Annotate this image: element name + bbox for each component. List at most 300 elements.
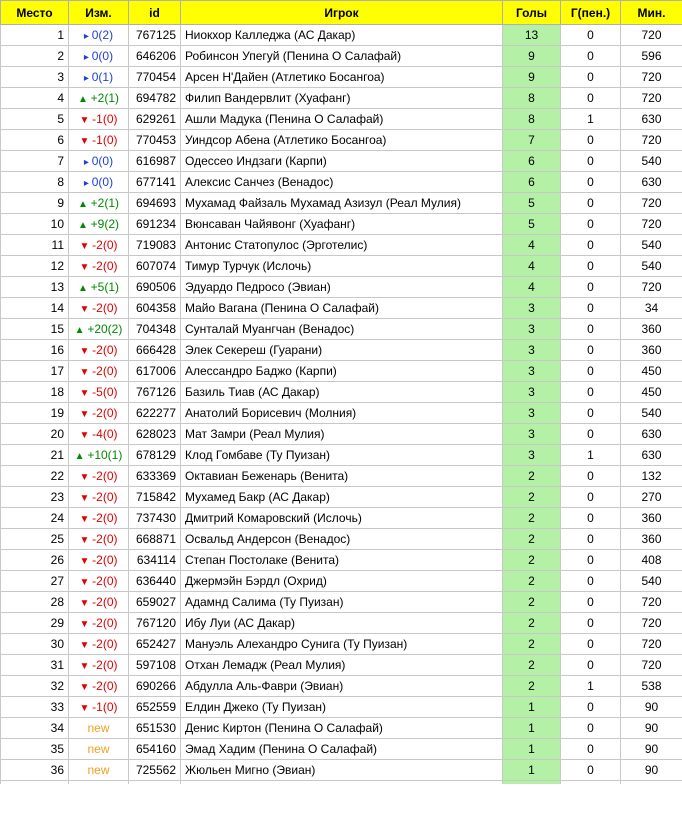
empty-cell (69, 781, 129, 784)
rank-cell: 27 (1, 571, 69, 592)
change-value: 0(2) (91, 28, 114, 42)
minutes-cell: 360 (621, 529, 682, 550)
id-cell: 677141 (129, 172, 181, 193)
change-value: -2(0) (92, 553, 118, 567)
goals-cell: 2 (503, 487, 561, 508)
goals-cell: 2 (503, 529, 561, 550)
goals-cell: 5 (503, 193, 561, 214)
player-cell: Степан Постолаке (Венита) (181, 550, 503, 571)
id-cell: 694782 (129, 88, 181, 109)
change-cell (69, 340, 129, 361)
goals-cell: 3 (503, 340, 561, 361)
change-indicator (84, 70, 113, 84)
table-row[interactable] (1, 361, 682, 382)
arrow-down-icon: ▼ (79, 556, 93, 567)
table-row[interactable] (1, 571, 682, 592)
player-cell: Мат Замри (Реал Мулия) (181, 424, 503, 445)
minutes-cell: 90 (621, 718, 682, 739)
player-cell: Освальд Андерсон (Венадос) (181, 529, 503, 550)
change-indicator (84, 175, 113, 189)
penalty-goals-cell: 0 (561, 151, 621, 172)
id-cell: 652559 (129, 697, 181, 718)
penalty-goals-cell: 0 (561, 487, 621, 508)
minutes-cell: 538 (621, 676, 682, 697)
change-cell (69, 571, 129, 592)
player-cell: Эдуардо Педросо (Эвиан) (181, 277, 503, 298)
id-cell: 715842 (129, 487, 181, 508)
id-cell: 597108 (129, 655, 181, 676)
id-cell: 737430 (129, 508, 181, 529)
table-row[interactable] (1, 109, 682, 130)
arrow-right-icon: ▸ (83, 157, 92, 168)
penalty-goals-cell: 0 (561, 172, 621, 193)
table-row[interactable] (1, 25, 682, 46)
id-cell: 678129 (129, 445, 181, 466)
change-cell (69, 676, 129, 697)
player-cell: Ибу Луи (АС Дакар) (181, 613, 503, 634)
change-value: 0(1) (91, 70, 114, 84)
table-row[interactable] (1, 676, 682, 697)
table-row[interactable] (1, 697, 682, 718)
change-indicator (84, 154, 113, 168)
table-row[interactable] (1, 445, 682, 466)
arrow-down-icon: ▼ (79, 262, 93, 273)
goals-cell: 2 (503, 676, 561, 697)
penalty-goals-cell: 0 (561, 298, 621, 319)
table-row[interactable] (1, 193, 682, 214)
change-value: -1(0) (92, 112, 118, 126)
empty-cell (621, 781, 682, 784)
rank-cell: 13 (1, 277, 69, 298)
rank-cell: 25 (1, 529, 69, 550)
rank-cell: 6 (1, 130, 69, 151)
change-cell (69, 67, 129, 88)
player-cell: Ниокхор Калледжа (АС Дакар) (181, 25, 503, 46)
goals-cell: 2 (503, 592, 561, 613)
goals-cell: 3 (503, 298, 561, 319)
change-value: new (87, 763, 110, 777)
goals-cell: 2 (503, 508, 561, 529)
minutes-cell: 450 (621, 361, 682, 382)
change-value: -2(0) (92, 511, 118, 525)
minutes-cell: 630 (621, 445, 682, 466)
change-cell (69, 382, 129, 403)
minutes-cell: 540 (621, 235, 682, 256)
table-row[interactable] (1, 592, 682, 613)
table-row-cut (1, 781, 682, 784)
penalty-goals-cell: 0 (561, 277, 621, 298)
player-cell: Анатолий Борисевич (Молния) (181, 403, 503, 424)
minutes-cell: 630 (621, 172, 682, 193)
rank-cell: 34 (1, 718, 69, 739)
table-row[interactable] (1, 487, 682, 508)
goals-cell: 1 (503, 760, 561, 781)
change-value: +2(1) (90, 91, 120, 105)
minutes-cell: 720 (621, 655, 682, 676)
id-cell: 767125 (129, 25, 181, 46)
change-indicator (75, 322, 123, 336)
change-indicator (79, 658, 117, 672)
rank-cell: 1 (1, 25, 69, 46)
change-indicator (79, 553, 117, 567)
change-value: 0(0) (91, 175, 114, 189)
table-row[interactable] (1, 760, 682, 781)
minutes-cell: 132 (621, 466, 682, 487)
penalty-goals-cell: 1 (561, 445, 621, 466)
player-cell: Базиль Тиав (АС Дакар) (181, 382, 503, 403)
change-value: -1(0) (92, 133, 118, 147)
id-cell: 690506 (129, 277, 181, 298)
penalty-goals-cell: 0 (561, 319, 621, 340)
change-cell (69, 277, 129, 298)
arrow-down-icon: ▼ (79, 703, 93, 714)
table-row[interactable] (1, 46, 682, 67)
rank-cell: 24 (1, 508, 69, 529)
penalty-goals-cell: 1 (561, 676, 621, 697)
change-indicator (79, 112, 117, 126)
id-cell: 652427 (129, 634, 181, 655)
change-cell (69, 172, 129, 193)
penalty-goals-cell: 0 (561, 508, 621, 529)
arrow-down-icon: ▼ (79, 430, 93, 441)
minutes-cell: 90 (621, 697, 682, 718)
minutes-cell: 360 (621, 319, 682, 340)
change-indicator (79, 364, 117, 378)
arrow-down-icon: ▼ (79, 136, 93, 147)
id-cell: 719083 (129, 235, 181, 256)
goals-cell: 3 (503, 382, 561, 403)
id-cell: 770453 (129, 130, 181, 151)
minutes-cell: 630 (621, 424, 682, 445)
rank-cell: 10 (1, 214, 69, 235)
table-row[interactable] (1, 634, 682, 655)
player-cell: Мухамед Бакр (АС Дакар) (181, 487, 503, 508)
goals-cell: 1 (503, 718, 561, 739)
change-cell (69, 256, 129, 277)
table-body (1, 25, 682, 784)
minutes-cell: 596 (621, 46, 682, 67)
table-row[interactable] (1, 67, 682, 88)
rank-cell: 7 (1, 151, 69, 172)
goals-cell: 2 (503, 655, 561, 676)
player-cell: Уиндсор Абена (Атлетико Босангоа) (181, 130, 503, 151)
arrow-right-icon: ▸ (83, 31, 92, 42)
col-header-goals[interactable]: Голы (503, 1, 561, 25)
arrow-up-icon: ▲ (74, 325, 88, 336)
change-cell (69, 718, 129, 739)
penalty-goals-cell: 0 (561, 466, 621, 487)
player-cell: Адамнд Салима (Ту Пуизан) (181, 592, 503, 613)
id-cell: 654160 (129, 739, 181, 760)
change-cell (69, 550, 129, 571)
penalty-goals-cell: 0 (561, 718, 621, 739)
minutes-cell: 360 (621, 340, 682, 361)
rank-cell: 23 (1, 487, 69, 508)
id-cell: 633369 (129, 466, 181, 487)
player-cell: Филип Вандервлит (Хуафанг) (181, 88, 503, 109)
change-value: -4(0) (92, 427, 118, 441)
change-cell (69, 130, 129, 151)
table-row[interactable] (1, 88, 682, 109)
minutes-cell: 34 (621, 298, 682, 319)
player-cell: Ашли Мадука (Пенина О Салафай) (181, 109, 503, 130)
change-indicator (87, 763, 109, 777)
change-value: +20(2) (87, 322, 123, 336)
id-cell: 668871 (129, 529, 181, 550)
rank-cell: 2 (1, 46, 69, 67)
penalty-goals-cell: 0 (561, 592, 621, 613)
table-row[interactable] (1, 277, 682, 298)
penalty-goals-cell: 0 (561, 130, 621, 151)
arrow-down-icon: ▼ (79, 619, 93, 630)
id-cell: 691234 (129, 214, 181, 235)
arrow-up-icon: ▲ (77, 199, 91, 210)
minutes-cell: 720 (621, 25, 682, 46)
table-row[interactable] (1, 340, 682, 361)
minutes-cell: 540 (621, 403, 682, 424)
arrow-right-icon: ▸ (83, 178, 92, 189)
arrow-down-icon: ▼ (79, 346, 93, 357)
rank-cell: 17 (1, 361, 69, 382)
col-header-minutes[interactable]: Мин. (621, 1, 682, 25)
minutes-cell: 720 (621, 67, 682, 88)
goals-cell: 5 (503, 214, 561, 235)
change-indicator (87, 742, 109, 756)
col-header-rank[interactable]: Место (1, 1, 69, 25)
goals-cell: 6 (503, 151, 561, 172)
rank-cell: 36 (1, 760, 69, 781)
arrow-down-icon: ▼ (79, 640, 93, 651)
table-row[interactable] (1, 403, 682, 424)
player-cell: Одессео Индзаги (Карпи) (181, 151, 503, 172)
id-cell: 659027 (129, 592, 181, 613)
table-row[interactable] (1, 256, 682, 277)
minutes-cell: 720 (621, 613, 682, 634)
penalty-goals-cell: 0 (561, 25, 621, 46)
goals-cell: 9 (503, 67, 561, 88)
goals-cell: 3 (503, 445, 561, 466)
table-row[interactable] (1, 151, 682, 172)
penalty-goals-cell: 0 (561, 46, 621, 67)
change-value: -2(0) (92, 532, 118, 546)
change-indicator (79, 238, 117, 252)
penalty-goals-cell: 0 (561, 655, 621, 676)
arrow-down-icon: ▼ (79, 304, 93, 315)
arrow-down-icon: ▼ (79, 409, 93, 420)
table-row[interactable] (1, 655, 682, 676)
penalty-goals-cell: 0 (561, 571, 621, 592)
change-value: -2(0) (92, 595, 118, 609)
goals-cell: 8 (503, 88, 561, 109)
penalty-goals-cell: 0 (561, 424, 621, 445)
id-cell: 666428 (129, 340, 181, 361)
goals-cell: 3 (503, 403, 561, 424)
table-row[interactable] (1, 319, 682, 340)
change-value: -2(0) (92, 490, 118, 504)
rank-cell: 8 (1, 172, 69, 193)
table-row[interactable] (1, 613, 682, 634)
table-row[interactable] (1, 466, 682, 487)
change-value: -2(0) (92, 658, 118, 672)
table-row[interactable] (1, 298, 682, 319)
table-row[interactable] (1, 382, 682, 403)
change-cell (69, 445, 129, 466)
change-cell (69, 592, 129, 613)
goals-cell: 4 (503, 256, 561, 277)
arrow-down-icon: ▼ (79, 115, 93, 126)
change-value: -2(0) (92, 301, 118, 315)
id-cell: 616987 (129, 151, 181, 172)
change-value: 0(0) (91, 154, 114, 168)
goals-cell: 8 (503, 109, 561, 130)
table-row[interactable] (1, 172, 682, 193)
player-cell: Алексис Санчез (Венадос) (181, 172, 503, 193)
penalty-goals-cell: 0 (561, 382, 621, 403)
rank-cell: 35 (1, 739, 69, 760)
change-value: -5(0) (92, 385, 118, 399)
minutes-cell: 450 (621, 382, 682, 403)
arrow-down-icon: ▼ (79, 514, 93, 525)
header-row (1, 1, 682, 25)
change-value: 0(0) (91, 49, 114, 63)
table-row[interactable] (1, 550, 682, 571)
col-header-penalties[interactable]: Г(пен.) (561, 1, 621, 25)
goals-cell: 1 (503, 697, 561, 718)
change-value: -2(0) (92, 364, 118, 378)
player-cell: Денис Киртон (Пенина О Салафай) (181, 718, 503, 739)
change-indicator (78, 280, 119, 294)
penalty-goals-cell: 0 (561, 697, 621, 718)
change-cell (69, 46, 129, 67)
empty-cell (181, 781, 503, 784)
penalty-goals-cell: 0 (561, 550, 621, 571)
table-row[interactable] (1, 130, 682, 151)
change-indicator (79, 595, 117, 609)
minutes-cell: 720 (621, 193, 682, 214)
arrow-down-icon: ▼ (79, 388, 93, 399)
player-cell: Октавиан Беженарь (Венита) (181, 466, 503, 487)
minutes-cell: 540 (621, 571, 682, 592)
player-cell: Арсен Н'Дайен (Атлетико Босангоа) (181, 67, 503, 88)
arrow-right-icon: ▸ (83, 52, 92, 63)
goals-cell: 3 (503, 361, 561, 382)
player-cell: Клод Гомбаве (Ту Пуизан) (181, 445, 503, 466)
minutes-cell: 408 (621, 550, 682, 571)
empty-cell (561, 781, 621, 784)
arrow-down-icon: ▼ (79, 472, 93, 483)
change-value: +9(2) (90, 217, 120, 231)
id-cell: 767126 (129, 382, 181, 403)
minutes-cell: 90 (621, 760, 682, 781)
change-cell (69, 508, 129, 529)
table-row[interactable] (1, 739, 682, 760)
player-cell: Робинсон Упегуй (Пенина О Салафай) (181, 46, 503, 67)
id-cell: 634114 (129, 550, 181, 571)
rank-cell: 4 (1, 88, 69, 109)
rank-cell: 19 (1, 403, 69, 424)
goals-cell: 1 (503, 739, 561, 760)
change-cell (69, 487, 129, 508)
goals-cell: 13 (503, 25, 561, 46)
arrow-up-icon: ▲ (77, 94, 91, 105)
change-cell (69, 697, 129, 718)
arrow-down-icon: ▼ (79, 598, 93, 609)
change-indicator (79, 574, 117, 588)
table-row[interactable] (1, 424, 682, 445)
player-cell: Жюльен Мигно (Эвиан) (181, 760, 503, 781)
col-header-player[interactable]: Игрок (181, 1, 503, 25)
change-cell (69, 193, 129, 214)
arrow-down-icon: ▼ (79, 241, 93, 252)
change-value: +10(1) (87, 448, 123, 462)
table-row[interactable] (1, 529, 682, 550)
id-cell: 770454 (129, 67, 181, 88)
change-cell (69, 151, 129, 172)
rank-cell: 18 (1, 382, 69, 403)
change-indicator (79, 616, 117, 630)
change-cell (69, 235, 129, 256)
id-cell: 628023 (129, 424, 181, 445)
player-cell: Дмитрий Комаровский (Ислочь) (181, 508, 503, 529)
change-cell (69, 319, 129, 340)
minutes-cell: 720 (621, 130, 682, 151)
table-row[interactable] (1, 214, 682, 235)
change-cell (69, 739, 129, 760)
minutes-cell: 540 (621, 256, 682, 277)
id-cell: 725562 (129, 760, 181, 781)
id-cell: 636440 (129, 571, 181, 592)
goals-cell: 2 (503, 613, 561, 634)
minutes-cell: 360 (621, 508, 682, 529)
goals-cell: 6 (503, 172, 561, 193)
penalty-goals-cell: 0 (561, 256, 621, 277)
penalty-goals-cell: 0 (561, 739, 621, 760)
rank-cell: 21 (1, 445, 69, 466)
player-cell: Вюнсаван Чайявонг (Хуафанг) (181, 214, 503, 235)
change-cell (69, 655, 129, 676)
change-indicator (84, 49, 113, 63)
penalty-goals-cell: 0 (561, 613, 621, 634)
change-value: -2(0) (92, 574, 118, 588)
table-row[interactable] (1, 718, 682, 739)
change-value: -2(0) (92, 259, 118, 273)
player-cell: Мануэль Алехандро Сунига (Ту Пуизан) (181, 634, 503, 655)
change-value: new (87, 721, 110, 735)
arrow-down-icon: ▼ (79, 577, 93, 588)
id-cell: 651530 (129, 718, 181, 739)
minutes-cell: 720 (621, 88, 682, 109)
change-indicator (79, 406, 117, 420)
change-cell (69, 109, 129, 130)
rank-cell: 20 (1, 424, 69, 445)
change-cell (69, 613, 129, 634)
table-row[interactable] (1, 235, 682, 256)
penalty-goals-cell: 0 (561, 634, 621, 655)
rank-cell: 15 (1, 319, 69, 340)
change-indicator (79, 637, 117, 651)
player-cell: Майо Вагана (Пенина О Салафай) (181, 298, 503, 319)
change-cell (69, 361, 129, 382)
change-cell (69, 424, 129, 445)
change-value: +5(1) (90, 280, 120, 294)
table-row[interactable] (1, 508, 682, 529)
col-header-id[interactable]: id (129, 1, 181, 25)
rank-cell: 5 (1, 109, 69, 130)
change-cell (69, 466, 129, 487)
minutes-cell: 270 (621, 487, 682, 508)
goals-cell: 4 (503, 235, 561, 256)
col-header-change[interactable]: Изм. (69, 1, 129, 25)
